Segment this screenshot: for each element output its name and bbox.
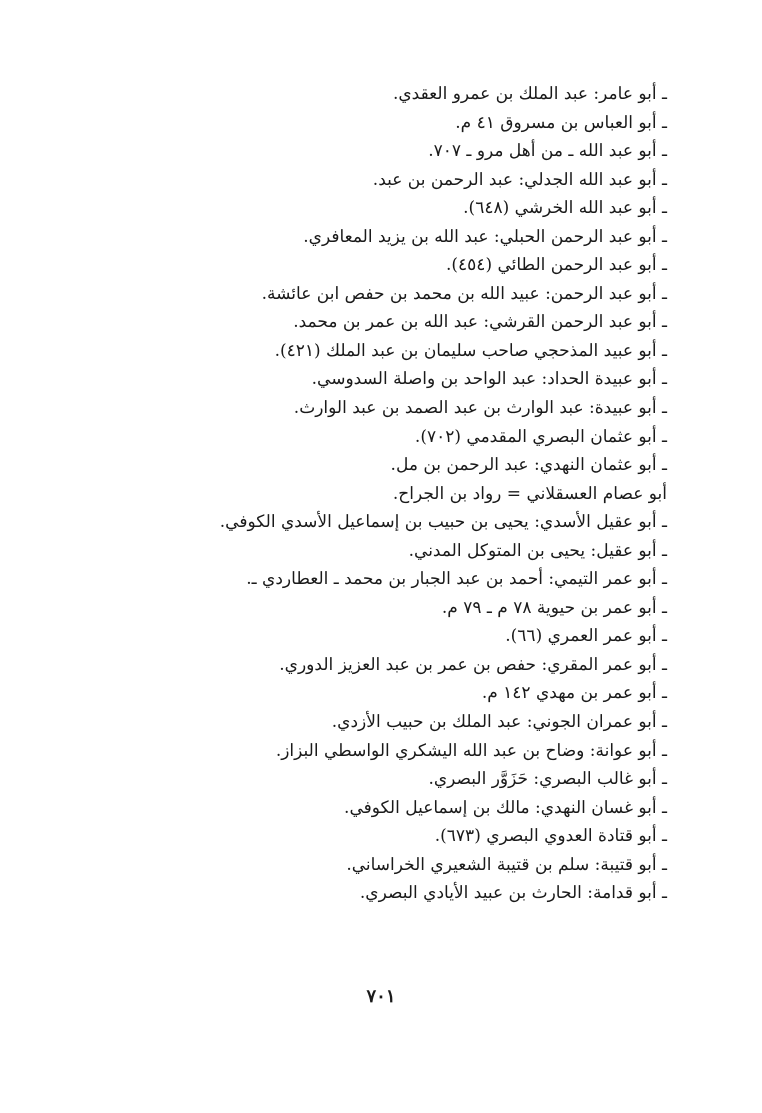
index-entry: ـ أبو غسان النهدي: مالك بن إسماعيل الكوفي. (344, 797, 667, 818)
index-entry: ـ أبو العباس بن مسروق ٤١ م. (455, 112, 667, 133)
index-entry: ـ أبو عقيل الأسدي: يحيى بن حبيب بن إسماعيل الأسدي الكوفي. (219, 512, 667, 533)
index-entry: ـ أبو عبيدة الحداد: عبد الواحد بن واصلة السدوسي. (311, 369, 667, 390)
index-entry: ـ أبو غالب البصري: حَزَوَّر البصري. (428, 769, 667, 790)
index-entry: ـ أبو قتادة العدوي البصري (٦٧٣). (434, 826, 667, 847)
index-entry: ـ أبو عوانة: وضاح بن عبد الله اليشكري الواسطي البزاز. (275, 740, 667, 761)
index-entry: ـ أبو عمر التيمي: أحمد بن عبد الجبار بن محمد ـ العطاردي ـ. (246, 569, 667, 590)
index-entry: ـ أبو عقيل: يحيى بن المتوكل المدني. (408, 540, 667, 561)
index-entry: ـ أبو عبد الله الجدلي: عبد الرحمن بن عبد. (372, 169, 667, 190)
index-entry: أبو عصام العسقلاني = رواد بن الجراح. (392, 483, 667, 504)
index-entry: ـ أبو عمر بن حيوية ٧٨ م ـ ٧٩ م. (441, 597, 667, 618)
index-entry: ـ أبو عبد الرحمن الحبلي: عبد الله بن يزيد المعافري. (303, 226, 667, 247)
page-number: ٧٠١ (366, 986, 396, 1007)
index-entry: ـ أبو عمر العمري (٦٦). (505, 626, 667, 647)
index-entry: ـ أبو عثمان النهدي: عبد الرحمن بن مل. (390, 455, 667, 476)
index-entry: ـ أبو عثمان البصري المقدمي (٧٠٢). (414, 426, 667, 447)
index-entry: ـ أبو قتيبة: سلم بن قتيبة الشعيري الخراساني. (346, 854, 667, 875)
index-entry: ـ أبو عبد الله ـ من أهل مرو ـ ٧٠٧. (428, 141, 667, 162)
index-entry: ـ أبو عبد الرحمن القرشي: عبد الله بن عمر بن محمد. (293, 312, 667, 333)
index-entry: ـ أبو عمر المقري: حفص بن عمر بن عبد العزيز الدوري. (279, 654, 667, 675)
index-entry: ـ أبو عبد الرحمن: عبيد الله بن محمد بن حفص ابن عائشة. (261, 283, 667, 304)
index-entry: ـ أبو عبيد المذحجي صاحب سليمان بن عبد الملك (٤٢١). (274, 340, 667, 361)
index-entry: ـ أبو عمر بن مهدي ١٤٢ م. (481, 683, 667, 704)
index-entry: ـ أبو عبيدة: عبد الوارث بن عبد الصمد بن عبد الوارث. (293, 398, 667, 419)
index-entry: ـ أبو عامر: عبد الملك بن عمرو العقدي. (392, 84, 667, 104)
index-entry: ـ أبو عبد الله الخرشي (٦٤٨). (463, 198, 667, 219)
index-entry: ـ أبو عمران الجوني: عبد الملك بن حبيب الأزدي. (331, 712, 667, 733)
index-entry: ـ أبو عبد الرحمن الطائي (٤٥٤). (445, 255, 667, 276)
name-index-list (107, 80, 667, 908)
index-entry: ـ أبو قدامة: الحارث بن عبيد الأيادي البصري. (359, 883, 667, 904)
